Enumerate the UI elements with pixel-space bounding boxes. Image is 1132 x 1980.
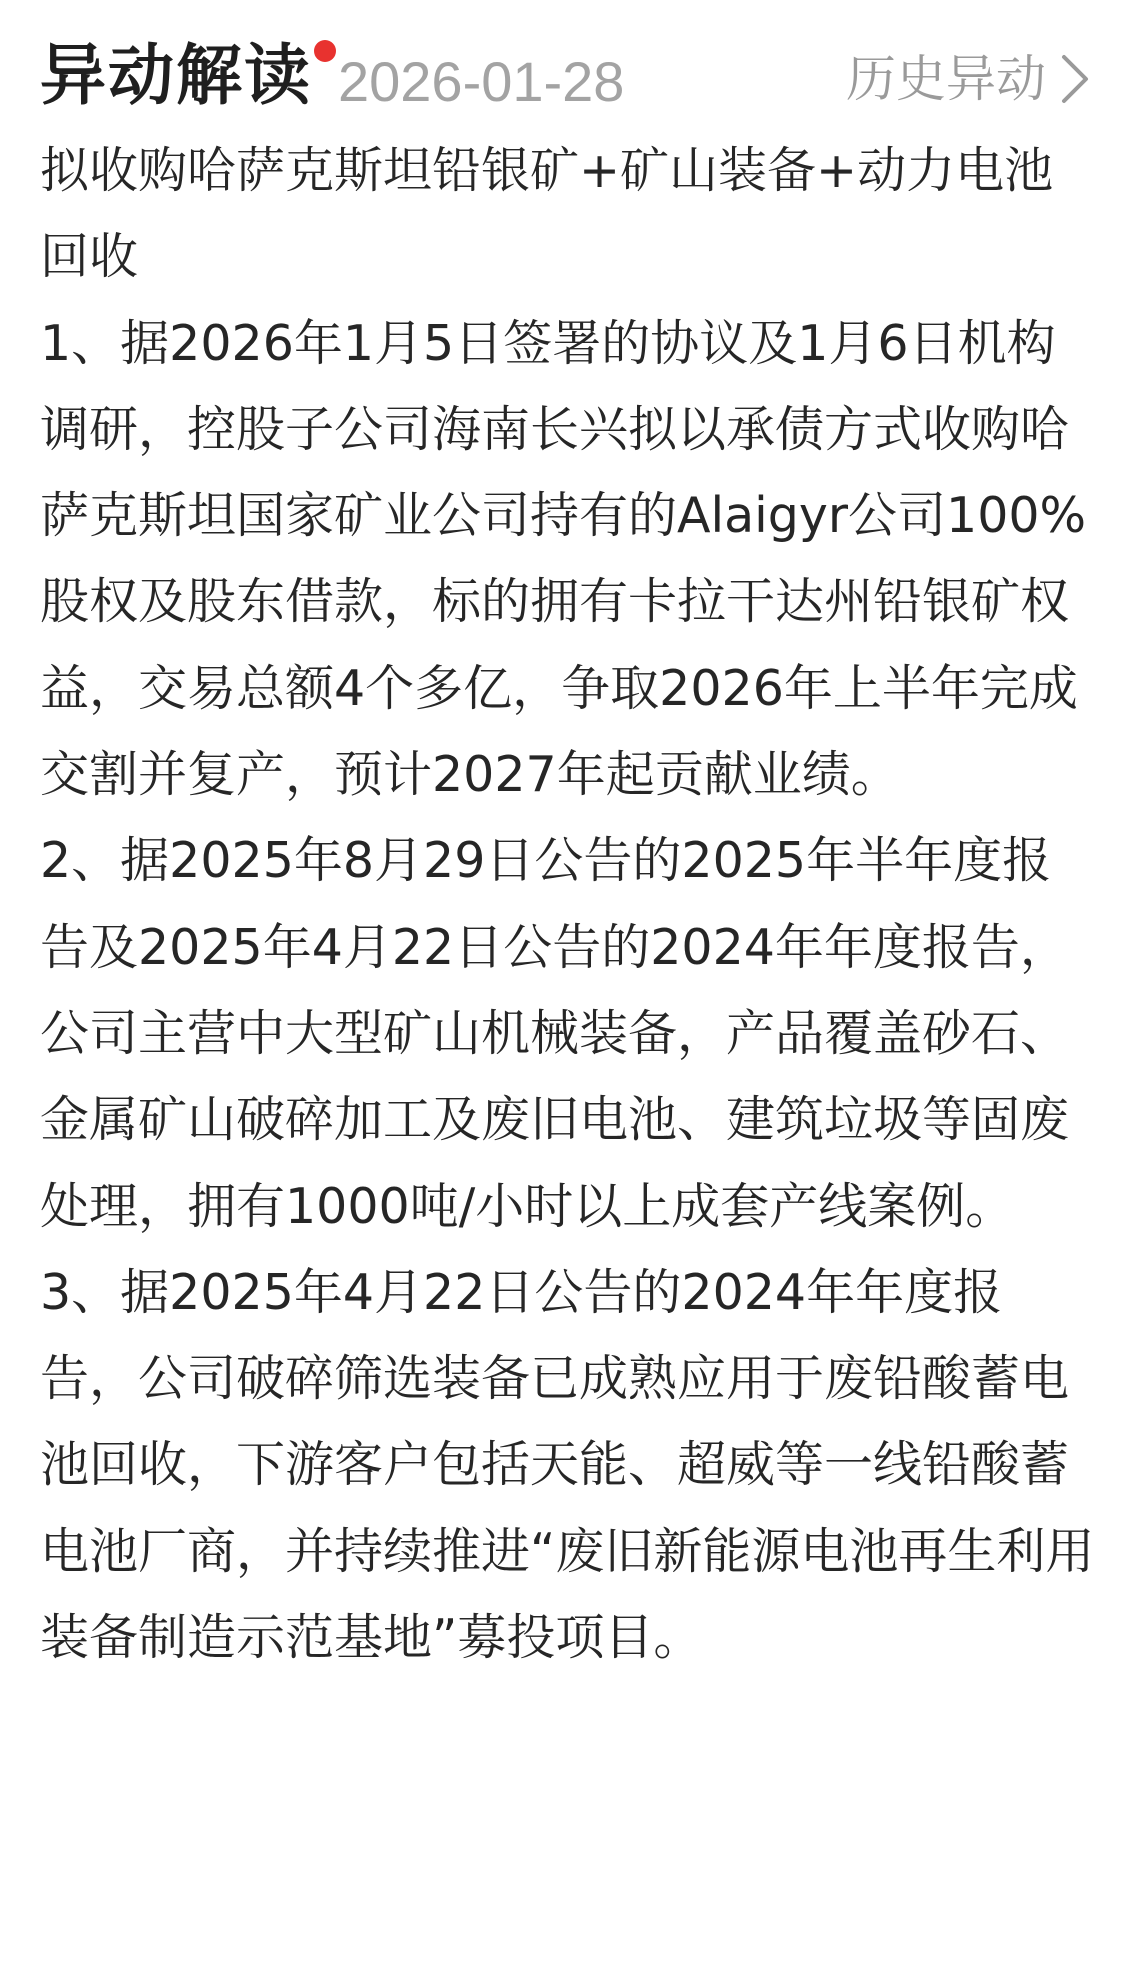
new-badge-dot (314, 40, 336, 62)
analysis-heading: 拟收购哈萨克斯坦铅银矿+矿山装备+动力电池回收 (40, 142, 1054, 286)
analysis-content (40, 128, 1100, 1681)
date-label: 2026-01-28 (338, 50, 625, 113)
page-title: 异动解读 (40, 37, 312, 114)
analysis-paragraph-1: 1、据2026年1月5日签署的协议及1月6日机构调研，控股子公司海南长兴拟以承债方式收购哈萨克斯坦国家矿业公司持有的Alaigyr公司100%股权及股东借款，标的拥有卡拉干达州铅银矿权益，交易总额4个多亿，争取2026年上半年完成交割并复产，预计2027年起贡献业绩。 (40, 314, 1087, 804)
chevron-right-icon[interactable] (1058, 53, 1092, 105)
history-link[interactable] (846, 44, 1092, 114)
analysis-paragraph-2: 2、据2025年8月29日公告的2025年半年度报告及2025年4月22日公告的2024年年度报告，公司主营中大型矿山机械装备，产品覆盖砂石、金属矿山破碎加工及废旧电池、建筑垃圾等固废处理，拥有1000吨/小时以上成套产线案例。 (40, 832, 1070, 1235)
header (40, 30, 1092, 126)
analysis-paragraph-3: 3、据2025年4月22日公告的2024年年度报告，公司破碎筛选装备已成熟应用于废铅酸蓄电池回收，下游客户包括天能、超威等一线铅酸蓄电池厂商，并持续推进“废旧新能源电池再生利用装备制造示范基地”募投项目。 (40, 1263, 1095, 1667)
history-label[interactable]: 历史异动 (846, 50, 1046, 108)
